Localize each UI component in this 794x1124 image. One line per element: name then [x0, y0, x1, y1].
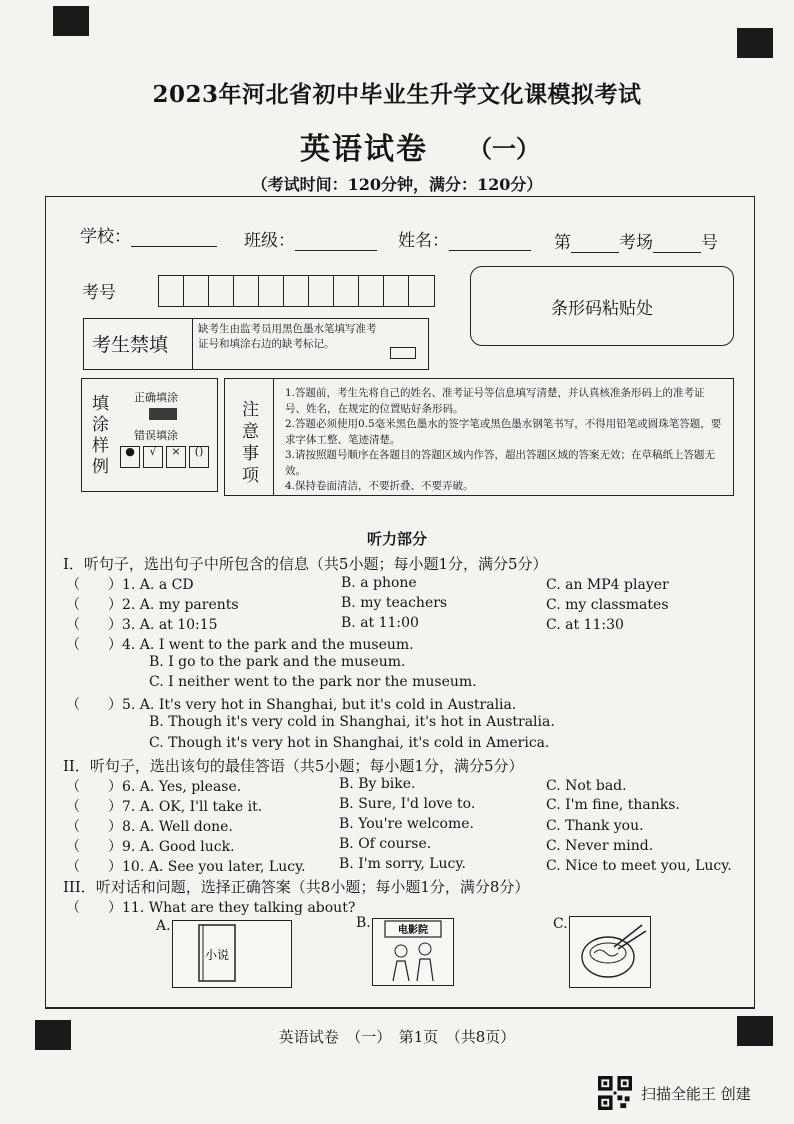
qr-code-icon	[598, 1076, 632, 1110]
class-blank[interactable]	[295, 234, 377, 251]
id-cell[interactable]	[184, 276, 209, 306]
fill-sample-title: 填涂样例	[92, 394, 109, 477]
id-cell[interactable]	[409, 276, 434, 306]
notice-title: 注意事项	[242, 400, 259, 486]
absent-mark-box[interactable]	[390, 347, 416, 359]
q10-option-b: B. I'm sorry, Lucy.	[339, 856, 466, 872]
q11-option-c-label: C.	[553, 916, 568, 932]
seat-blank[interactable]	[653, 236, 701, 253]
q4-option-a: （ ）4. A. I went to the park and the museum.	[66, 637, 414, 653]
q11-option-b-picture[interactable]	[372, 918, 454, 986]
q11-option-c-picture[interactable]	[569, 916, 651, 988]
q2-stem: （ ）2. A. my parents	[66, 597, 239, 613]
part3-heading: III．听对话和问题，选择正确答案（共8小题；每小题1分，满分8分）	[63, 878, 530, 896]
id-cell[interactable]	[309, 276, 334, 306]
q6-stem: （ ）6. A. Yes, please.	[66, 779, 242, 795]
room-prefix: 第	[554, 233, 571, 253]
fill-sample-box	[81, 378, 218, 492]
school-label: 学校：	[80, 227, 131, 247]
q3-stem: （ ）3. A. at 10:15	[66, 617, 218, 633]
id-cell[interactable]	[359, 276, 384, 306]
book-icon	[173, 921, 291, 987]
q8-stem: （ ）8. A. Well done.	[66, 819, 233, 835]
id-cell[interactable]	[234, 276, 259, 306]
wrong-fill-label: 错误填涂	[134, 429, 178, 442]
q6-option-b: B. By bike.	[339, 776, 416, 792]
notice-item: 4.保持卷面清洁，不要折叠、不要弄破。	[285, 480, 474, 492]
q5-option-c: C. Though it's very hot in Shanghai, it's cold in America.	[149, 735, 550, 751]
room-label: 考场	[619, 233, 653, 253]
class-field	[244, 226, 377, 251]
class-label: 班级：	[244, 231, 295, 251]
listening-title: 听力部分	[366, 530, 427, 548]
q9-stem: （ ）9. A. Good luck.	[66, 839, 235, 855]
q7-stem: （ ）7. A. OK, I'll take it.	[66, 799, 263, 815]
q4-option-b: B. I go to the park and the museum.	[149, 654, 406, 670]
barcode-area	[470, 266, 734, 346]
notice-item: 1.答题前，考生先将自己的姓名、准考证号等信息填写清楚，并认真核准条形码上的准考证号、姓名，在规定的位置贴好条形码。	[285, 387, 705, 415]
school-field	[80, 222, 217, 247]
wrong-fill-mark: ●	[120, 446, 140, 468]
name-field	[398, 226, 531, 251]
id-cell[interactable]	[159, 276, 184, 306]
q7-option-b: B. Sure, I'd love to.	[339, 796, 476, 812]
q11-option-a-label: A.	[156, 918, 171, 934]
id-cell[interactable]	[259, 276, 284, 306]
q9-option-b: B. Of course.	[339, 836, 432, 852]
cinema-sign: 电影院	[398, 925, 428, 936]
exam-info: （考试时间：120分钟，满分：120分）	[251, 175, 543, 194]
id-cell[interactable]	[384, 276, 409, 306]
id-cell[interactable]	[284, 276, 309, 306]
q5-option-a: （ ）5. A. It's very hot in Shanghai, but it's cold in Australia.	[66, 697, 517, 713]
notice-items	[285, 386, 725, 495]
scanner-watermark: 扫描全能王 创建	[641, 1085, 751, 1103]
id-cells[interactable]	[158, 275, 435, 307]
noodle-bowl-icon	[570, 917, 650, 987]
notice-divider	[273, 379, 274, 495]
exam-volume: （一）	[468, 134, 540, 163]
forbidden-text: 缺考生由监考员用黑色墨水笔填写准考证号和填涂右边的缺考标记。	[198, 323, 377, 350]
exam-title: 2023年河北省初中毕业生升学文化课模拟考试	[152, 81, 642, 108]
seat-label: 号	[701, 233, 718, 253]
id-label: 考号	[82, 283, 116, 303]
barcode-label: 条形码粘贴处	[551, 298, 653, 319]
q5-option-b: B. Though it's very cold in Shanghai, it's hot in Australia.	[149, 714, 555, 730]
book-title: 小说	[204, 948, 230, 962]
room-blank[interactable]	[571, 236, 619, 253]
name-label: 姓名：	[398, 231, 449, 251]
exam-subject: 英语试卷	[300, 132, 428, 167]
q8-option-b: B. You're welcome.	[339, 816, 474, 832]
q6-option-c: C. Not bad.	[546, 778, 627, 794]
q9-option-c: C. Never mind.	[546, 838, 654, 854]
cinema-icon	[373, 919, 453, 985]
registration-mark-top-left	[53, 6, 89, 36]
notice-box	[224, 378, 734, 496]
q1-option-b: B. a phone	[341, 575, 417, 591]
q3-option-b: B. at 11:00	[341, 615, 419, 631]
id-cell[interactable]	[334, 276, 359, 306]
q1-stem: （ ）1. A. a CD	[66, 577, 194, 593]
forbidden-box	[83, 318, 429, 370]
wrong-fill-mark: ()	[189, 446, 209, 468]
part2-heading: II．听句子，选出该句的最佳答语（共5小题；每小题1分，满分5分）	[63, 757, 524, 775]
q2-option-b: B. my teachers	[341, 595, 448, 611]
q4-option-c: C. I neither went to the park nor the museum.	[149, 674, 477, 690]
q11-option-a-picture[interactable]	[172, 920, 292, 988]
q2-option-c: C. my classmates	[546, 597, 669, 613]
name-blank[interactable]	[449, 234, 531, 251]
wrong-fill-examples	[120, 446, 209, 468]
forbidden-label: 考生禁填	[92, 334, 169, 356]
q11-stem: （ ）11. What are they talking about?	[66, 900, 356, 916]
notice-item: 3.请按照题号顺序在各题目的答题区域内作答，超出答题区域的答案无效；在草稿纸上答题无效。	[285, 449, 716, 477]
q3-option-c: C. at 11:30	[546, 617, 624, 633]
q10-option-c: C. Nice to meet you, Lucy.	[546, 858, 732, 874]
q7-option-c: C. I'm fine, thanks.	[546, 797, 680, 813]
forbidden-divider	[192, 319, 193, 369]
id-cell[interactable]	[209, 276, 234, 306]
q8-option-c: C. Thank you.	[546, 818, 644, 834]
q1-option-c: C. an MP4 player	[546, 577, 669, 593]
school-blank[interactable]	[131, 230, 217, 247]
registration-mark-top-right	[737, 28, 773, 58]
q11-option-b-label: B.	[356, 915, 371, 931]
part1-heading: I．听句子，选出句子中所包含的信息（共5小题；每小题1分，满分5分）	[63, 555, 548, 573]
wrong-fill-mark: √	[143, 446, 163, 468]
correct-fill-example	[149, 408, 177, 420]
correct-fill-label: 正确填涂	[134, 391, 178, 404]
notice-item: 2.答题必须使用0.5毫米黑色墨水的签字笔或黑色墨水钢笔书写，不得用铅笔或圆珠笔答题，要求字体工整、笔迹清楚。	[285, 418, 722, 446]
page-footer: 英语试卷 （一） 第1页 （共8页）	[278, 1028, 516, 1046]
q10-stem: （ ）10. A. See you later, Lucy.	[66, 859, 306, 875]
room-field	[554, 228, 718, 253]
wrong-fill-mark: ×	[166, 446, 186, 468]
